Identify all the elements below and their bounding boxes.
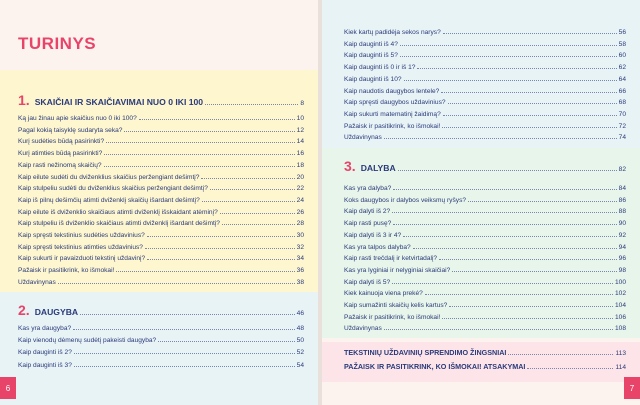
toc-entry-page: 14	[296, 138, 304, 146]
toc-entry[interactable]	[18, 217, 304, 228]
toc-entry-title: Kaip dauginti iš 0 ir iš 1?	[344, 64, 416, 72]
toc-entry[interactable]	[344, 131, 626, 142]
toc-entry-page: 54	[296, 361, 304, 369]
dot-leader	[202, 194, 295, 202]
toc-entry-page: 64	[618, 75, 626, 83]
toc-entry[interactable]	[18, 194, 304, 205]
dot-leader	[147, 229, 295, 237]
dot-leader	[400, 38, 617, 46]
toc-entry-title: Kaip sukurti ir pavaizduoti tekstinį uždavinį?	[18, 255, 146, 263]
toc-entry[interactable]	[18, 252, 304, 263]
toc-entry-title: Kaip dauginti iš 2?	[18, 349, 72, 357]
toc-entry[interactable]	[344, 85, 626, 96]
dot-leader	[400, 49, 617, 57]
dot-leader	[443, 108, 617, 116]
toc-entry-page: 86	[618, 196, 626, 204]
toc-entry-title: Kaip spręsti daugybos uždavinius?	[344, 99, 446, 107]
toc-entry[interactable]	[344, 347, 626, 357]
toc-entry[interactable]	[344, 322, 626, 333]
dot-leader	[452, 264, 616, 272]
toc-entry-title: Uždavinynas	[344, 325, 382, 333]
toc-entry-title: Kurį sudėties būdą pasirinkti?	[18, 138, 105, 146]
toc-entry-page: 70	[618, 110, 626, 118]
toc-entry-page: 34	[296, 255, 304, 263]
toc-entry-title: Kaip dalyti iš 2?	[344, 208, 391, 216]
toc-entry[interactable]	[344, 276, 626, 287]
toc-entry[interactable]	[344, 49, 626, 60]
toc-entry-title: Kaip eilute sudėti du dviženklius skaičius peržengiant dešimtį?	[18, 173, 200, 181]
section1-page: 8	[300, 100, 304, 107]
toc-entry-page: 66	[618, 87, 626, 95]
toc-entry-page: 50	[296, 337, 304, 345]
dot-leader	[448, 96, 617, 104]
toc-entry-page: 20	[296, 173, 304, 181]
toc-entry-title: Kaip dauginti iš 4?	[344, 40, 398, 48]
dot-leader	[147, 252, 294, 260]
dot-leader	[403, 229, 616, 237]
toc-entry[interactable]	[344, 229, 626, 240]
toc-entry-title: Kiek kartų padidėja sekos narys?	[344, 29, 441, 36]
toc-entry-page: 18	[296, 161, 304, 169]
toc-entry-title: Kaip stulpeliu sudėti du dviženklius skaičius peržengiant dešimtį?	[18, 185, 208, 193]
toc-entry-page: 38	[296, 278, 304, 286]
toc-entry-page: 56	[618, 29, 626, 36]
toc-entry-page: 114	[615, 364, 626, 371]
toc-entry-page: 98	[618, 266, 626, 274]
toc-entry-title: Pažaisk ir pasitikrink, ko išmokai!	[344, 122, 441, 130]
toc-entry-page: 16	[296, 150, 304, 158]
toc-entry[interactable]	[18, 241, 304, 252]
toc-entry[interactable]	[344, 26, 626, 37]
toc-entry-title: Kaip dauginti iš 5?	[344, 52, 398, 60]
dot-leader	[404, 73, 617, 81]
toc-entry[interactable]	[344, 252, 626, 263]
toc-entry-title: Kaip stulpeliu iš dviženklio skaičiaus atimti dviženklį išardant dešimtį?	[18, 220, 220, 228]
dot-leader	[139, 112, 295, 120]
toc-entry-title: Uždavinynas	[344, 134, 382, 142]
dot-leader	[425, 287, 613, 295]
toc-entry[interactable]	[344, 299, 626, 310]
toc-entry[interactable]	[344, 73, 626, 84]
section1-number: 1.	[18, 92, 30, 108]
section2-number: 2.	[18, 302, 30, 318]
toc-entry[interactable]	[18, 147, 304, 158]
toc-entry[interactable]	[18, 206, 304, 217]
right-page-number: 7	[624, 377, 640, 399]
toc-entry-title: Kas yra lyginiai ir nelyginiai skaičiai?	[344, 266, 451, 274]
left-page-number: 6	[0, 377, 16, 399]
toc-entry[interactable]	[344, 287, 626, 298]
toc-entry-page: 72	[618, 122, 626, 130]
left-page	[0, 0, 318, 405]
toc-entry-page: 60	[618, 52, 626, 60]
toc-entry-title: Kaip iš pilnų dešimčių atimti dviženklį skaičių išardant dešimtį?	[18, 196, 200, 204]
section3-number: 3.	[344, 158, 356, 174]
dot-leader	[417, 61, 616, 69]
toc-title: TURINYS	[18, 34, 97, 53]
dot-leader	[384, 322, 613, 330]
toc-entry-page: 22	[296, 185, 304, 193]
toc-entry-title: Kaip dauginti iš 3?	[18, 361, 72, 369]
toc-entry-page: 102	[614, 290, 626, 298]
toc-entry-page: 104	[614, 302, 626, 309]
toc-entry[interactable]	[18, 229, 304, 240]
toc-entry-page: 68	[618, 99, 626, 107]
toc-entry-page: 84	[618, 185, 626, 192]
toc-entry-title: Koks daugybos ir dalybos veiksmų ryšys?	[344, 196, 467, 204]
dot-leader	[73, 322, 295, 330]
toc-entry[interactable]	[18, 334, 304, 345]
toc-entry[interactable]	[344, 194, 626, 205]
section3-heading[interactable]	[344, 158, 626, 174]
toc-entry-page: 92	[618, 231, 626, 239]
toc-entry[interactable]	[18, 171, 304, 182]
toc-entry-page: 96	[618, 255, 626, 263]
dot-leader	[210, 182, 295, 190]
toc-entry[interactable]	[18, 322, 304, 333]
toc-entry-title: Kiek kainuoja viena prekė?	[344, 290, 423, 298]
toc-entry-page: 12	[296, 126, 304, 134]
toc-entry-page: 113	[615, 350, 626, 357]
dot-leader	[439, 252, 617, 260]
dot-leader	[106, 135, 295, 143]
dot-leader	[222, 217, 295, 225]
toc-entry-page: 10	[296, 115, 304, 122]
toc-entry-title: Kas yra talpos dalyba?	[344, 243, 411, 251]
toc-entry[interactable]	[18, 359, 304, 370]
dot-leader	[392, 205, 616, 213]
toc-entry[interactable]	[18, 346, 304, 357]
toc-entry[interactable]	[344, 96, 626, 107]
dot-leader	[220, 206, 295, 214]
section2-page: 46	[296, 310, 304, 317]
toc-entry[interactable]	[344, 264, 626, 275]
toc-entry[interactable]	[344, 61, 626, 72]
toc-entry[interactable]	[18, 112, 304, 123]
toc-entry-title: Kaip rasti pusę?	[344, 220, 392, 228]
toc-entry[interactable]	[18, 124, 304, 135]
toc-entry-page: 100	[614, 278, 626, 286]
toc-entry[interactable]	[18, 264, 304, 275]
toc-entry[interactable]	[344, 120, 626, 131]
section2-heading[interactable]	[18, 302, 304, 318]
toc-entry-title: Uždavinynas	[18, 278, 56, 286]
toc-entry-page: 30	[296, 232, 304, 239]
toc-entry-title: Kas yra daugyba?	[18, 325, 72, 332]
toc-entry-title: Kaip naudotis daugybos lentele?	[344, 87, 440, 95]
dot-leader	[201, 171, 294, 179]
dot-leader	[158, 334, 294, 342]
dot-leader	[104, 159, 295, 167]
toc-entry-page: 28	[296, 220, 304, 228]
toc-entry[interactable]	[18, 182, 304, 193]
toc-entry-page: 24	[296, 196, 304, 204]
right-page	[322, 0, 640, 405]
toc-entry-title: Kaip dalyti iš 3 ir 4?	[344, 231, 402, 239]
toc-entry-title: Pažaisk ir pasitikrink, ko išmokai!	[344, 313, 441, 321]
toc-entry-title: PAŽAISK IR PASITIKRINK, KO IŠMOKAI! ATSAKYMAI	[344, 362, 526, 371]
toc-entry-page: 90	[618, 220, 626, 228]
toc-entry-title: Kaip rasti trečdalį ir ketvirtadalį?	[344, 255, 438, 263]
dot-leader	[441, 85, 616, 93]
dot-leader	[508, 347, 613, 355]
toc-entry-title: Kaip sumažinti skaičių kelis kartus?	[344, 302, 448, 309]
toc-entry-title: Kaip sukurti matematinį žaidimą?	[344, 110, 441, 118]
dot-leader	[104, 147, 294, 155]
dot-leader	[393, 182, 616, 190]
toc-entry-title: Kaip spręsti tekstinius atimties uždavinius?	[18, 243, 143, 251]
section1-title: SKAIČIAI IR SKAIČIAVIMAI NUO 0 IKI 100	[34, 97, 204, 107]
toc-entry-title: Pagal kokią taisyklę sudaryta seka?	[18, 126, 123, 134]
dot-leader	[443, 26, 617, 34]
toc-entry-page: 94	[618, 243, 626, 251]
toc-entry-title: Kaip rasti nežinomą skaičių?	[18, 161, 102, 169]
dot-leader	[58, 276, 295, 284]
toc-entry-title: Kaip vienodų dėmenų sudėtį pakeisti daugyba?	[18, 337, 157, 345]
dot-leader	[449, 299, 613, 307]
toc-entry-page: 74	[618, 134, 626, 142]
toc-entry-page: 108	[614, 325, 626, 333]
dot-leader	[74, 346, 295, 354]
dot-leader	[442, 311, 613, 319]
dot-leader	[74, 359, 295, 367]
dot-leader	[145, 241, 295, 249]
toc-entry-page: 62	[618, 64, 626, 72]
toc-entry-title: Ką jau žinau apie skaičius nuo 0 iki 100?	[18, 115, 137, 122]
toc-entry[interactable]	[344, 217, 626, 228]
toc-entry[interactable]	[18, 135, 304, 146]
dot-leader	[468, 194, 617, 202]
toc-entry[interactable]	[344, 38, 626, 49]
toc-entry[interactable]	[344, 361, 626, 371]
toc-entry-page: 58	[618, 40, 626, 48]
toc-entry[interactable]	[18, 276, 304, 287]
section3-title: DALYBA	[360, 163, 396, 173]
dot-leader	[392, 276, 613, 284]
toc-entry[interactable]	[344, 241, 626, 252]
toc-entry-title: Kaip dalyti iš 5?	[344, 278, 391, 286]
toc-entry-title: Pažaisk ir pasitikrink, ko išmokai!	[18, 267, 115, 275]
toc-entry-page: 26	[296, 208, 304, 216]
dot-leader	[116, 264, 294, 272]
dot-leader	[442, 120, 616, 128]
dot-leader	[413, 241, 617, 249]
toc-entry-page: 36	[296, 267, 304, 275]
toc-entry[interactable]	[344, 311, 626, 322]
dot-leader	[384, 131, 617, 139]
toc-entry-page: 48	[296, 325, 304, 332]
toc-entry[interactable]	[344, 205, 626, 216]
toc-entry-page: 88	[618, 208, 626, 216]
toc-entry-title: TEKSTINIŲ UŽDAVINIŲ SPRENDIMO ŽINGSNIAI	[344, 348, 507, 357]
toc-entry-page: 52	[296, 349, 304, 357]
dot-leader	[393, 217, 616, 225]
dot-leader	[527, 361, 613, 369]
toc-entry-title: Kaip spręsti tekstinius sudėties uždavinius?	[18, 232, 145, 239]
section1-heading[interactable]	[18, 92, 304, 108]
toc-entry-page: 106	[614, 313, 626, 321]
toc-entry[interactable]	[344, 108, 626, 119]
toc-entry-title: Kaip eilute iš dviženklio skaičiaus atimti dviženklį išskaidant atėminį?	[18, 208, 218, 216]
toc-entry[interactable]	[344, 182, 626, 193]
toc-entry-title: Kurį atimties būdą pasirinkti?	[18, 150, 103, 158]
section3-page: 82	[618, 166, 626, 173]
section2-title: DAUGYBA	[34, 307, 79, 317]
dot-leader	[124, 124, 294, 132]
toc-entry[interactable]	[18, 159, 304, 170]
toc-entry-title: Kaip dauginti iš 10?	[344, 75, 402, 83]
toc-entry-page: 32	[296, 243, 304, 251]
toc-entry-title: Kas yra dalyba?	[344, 185, 392, 192]
